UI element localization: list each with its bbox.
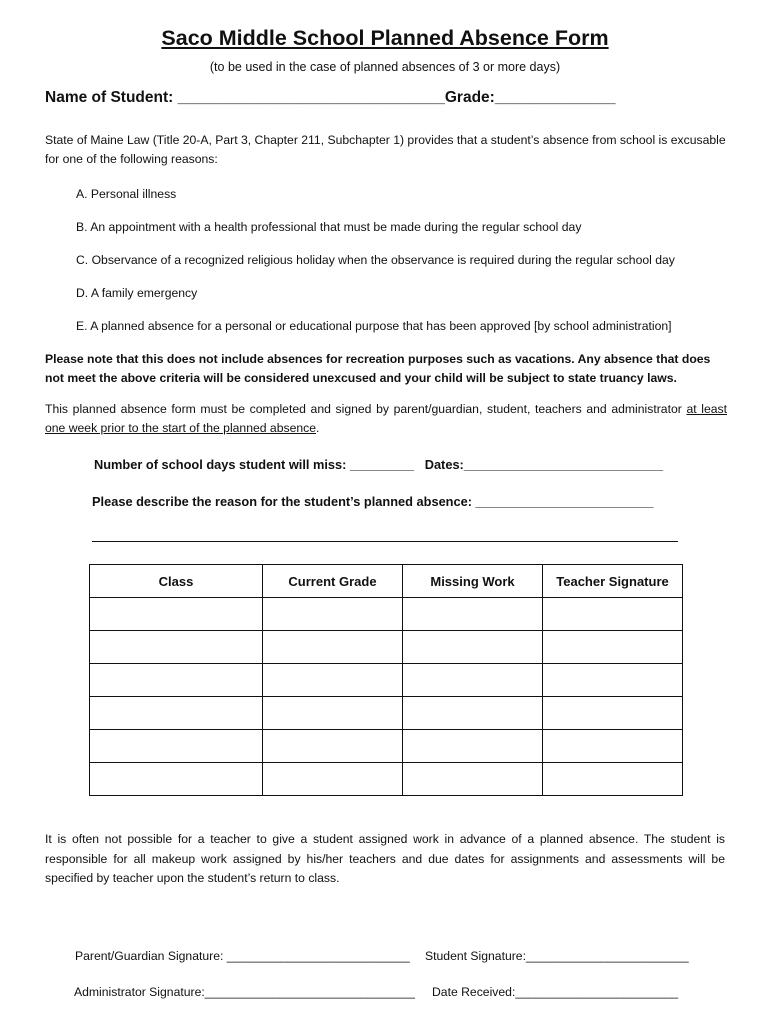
class-cell[interactable]: [90, 631, 263, 664]
student-name-field[interactable]: _______________________________: [177, 89, 445, 106]
signature-cell[interactable]: [543, 697, 683, 730]
missing-work-cell[interactable]: [403, 730, 543, 763]
column-header-current-grade: Current Grade: [263, 565, 403, 598]
table-row: [90, 598, 683, 631]
administrator-signature-field[interactable]: Administrator Signature:_______________________________: [74, 985, 415, 999]
signature-cell[interactable]: [543, 730, 683, 763]
column-header-class: Class: [90, 565, 263, 598]
student-info-line: [45, 89, 616, 107]
grade-cell[interactable]: [263, 697, 403, 730]
makeup-work-paragraph: It is often not possible for a teacher to give a student assigned work in advance of a planned absence. The student is responsible for all makeup work assigned by his/her teachers and due dates for assignments and assessments will be specified by teacher upon the student’s return to class.: [45, 832, 725, 885]
reason-item: D. A family emergency: [76, 286, 198, 300]
reason-continuation-line[interactable]: [92, 541, 678, 542]
class-cell[interactable]: [90, 730, 263, 763]
missing-work-cell[interactable]: [403, 763, 543, 796]
table-row: [90, 730, 683, 763]
law-paragraph: State of Maine Law (Title 20-A, Part 3, Chapter 211, Subchapter 1) provides that a student’s absence from school is excusable for one of the following reasons:: [45, 133, 726, 166]
grade-label: Grade:: [444, 89, 495, 106]
form-title: Saco Middle School Planned Absence Form: [161, 26, 609, 50]
signature-cell[interactable]: [543, 631, 683, 664]
table-row: [90, 763, 683, 796]
grade-cell[interactable]: [263, 664, 403, 697]
date-received-field[interactable]: Date Received:________________________: [432, 985, 678, 999]
missing-work-cell[interactable]: [403, 631, 543, 664]
class-cell[interactable]: [90, 763, 263, 796]
student-signature-field[interactable]: Student Signature:________________________: [425, 949, 689, 963]
signature-cell[interactable]: [543, 598, 683, 631]
deadline-underlined: at least one week prior to the start of the planned absence: [45, 402, 727, 435]
reason-item: B. An appointment with a health professional that must be made during the regular school day: [76, 220, 582, 234]
deadline-text: This planned absence form must be completed and signed by parent/guardian, student, teachers and administrator: [45, 402, 687, 416]
reason-item: A. Personal illness: [76, 187, 177, 201]
grade-field[interactable]: ______________: [494, 89, 616, 106]
form-subtitle: (to be used in the case of planned absences of 3 or more days): [209, 60, 561, 74]
column-header-missing-work: Missing Work: [403, 565, 543, 598]
reason-item: E. A planned absence for a personal or educational purpose that has been approved [by school administration]: [76, 319, 672, 333]
grade-cell[interactable]: [263, 763, 403, 796]
table-row: [90, 697, 683, 730]
class-cell[interactable]: [90, 598, 263, 631]
grade-cell[interactable]: [263, 730, 403, 763]
missing-work-cell[interactable]: [403, 697, 543, 730]
student-name-label: Name of Student:: [45, 89, 178, 106]
table-row: [90, 664, 683, 697]
deadline-end: .: [316, 421, 320, 435]
table-row: [90, 631, 683, 664]
teacher-work-table: [89, 564, 683, 796]
parent-signature-field[interactable]: Parent/Guardian Signature: ___________________________: [75, 949, 410, 963]
signature-cell[interactable]: [543, 664, 683, 697]
missing-work-cell[interactable]: [403, 664, 543, 697]
signature-cell[interactable]: [543, 763, 683, 796]
class-cell[interactable]: [90, 697, 263, 730]
note-paragraph: Please note that this does not include absences for recreation purposes such as vacations. Any absence that does not meet the above criteria will be considered unexcused and your child will be subject to state truancy laws.: [45, 352, 711, 385]
missing-work-cell[interactable]: [403, 598, 543, 631]
grade-cell[interactable]: [263, 598, 403, 631]
reason-item: C. Observance of a recognized religious holiday when the observance is required during the regular school day: [76, 253, 675, 267]
table-header-row: [90, 565, 683, 598]
column-header-teacher-signature: Teacher Signature: [543, 565, 683, 598]
days-and-dates-field[interactable]: Number of school days student will miss: _________ Dates:____________________________: [94, 457, 664, 472]
deadline-paragraph: [45, 400, 727, 438]
class-cell[interactable]: [90, 664, 263, 697]
grade-cell[interactable]: [263, 631, 403, 664]
reason-description-field[interactable]: Please describe the reason for the student’s planned absence: _________________________: [92, 494, 654, 509]
